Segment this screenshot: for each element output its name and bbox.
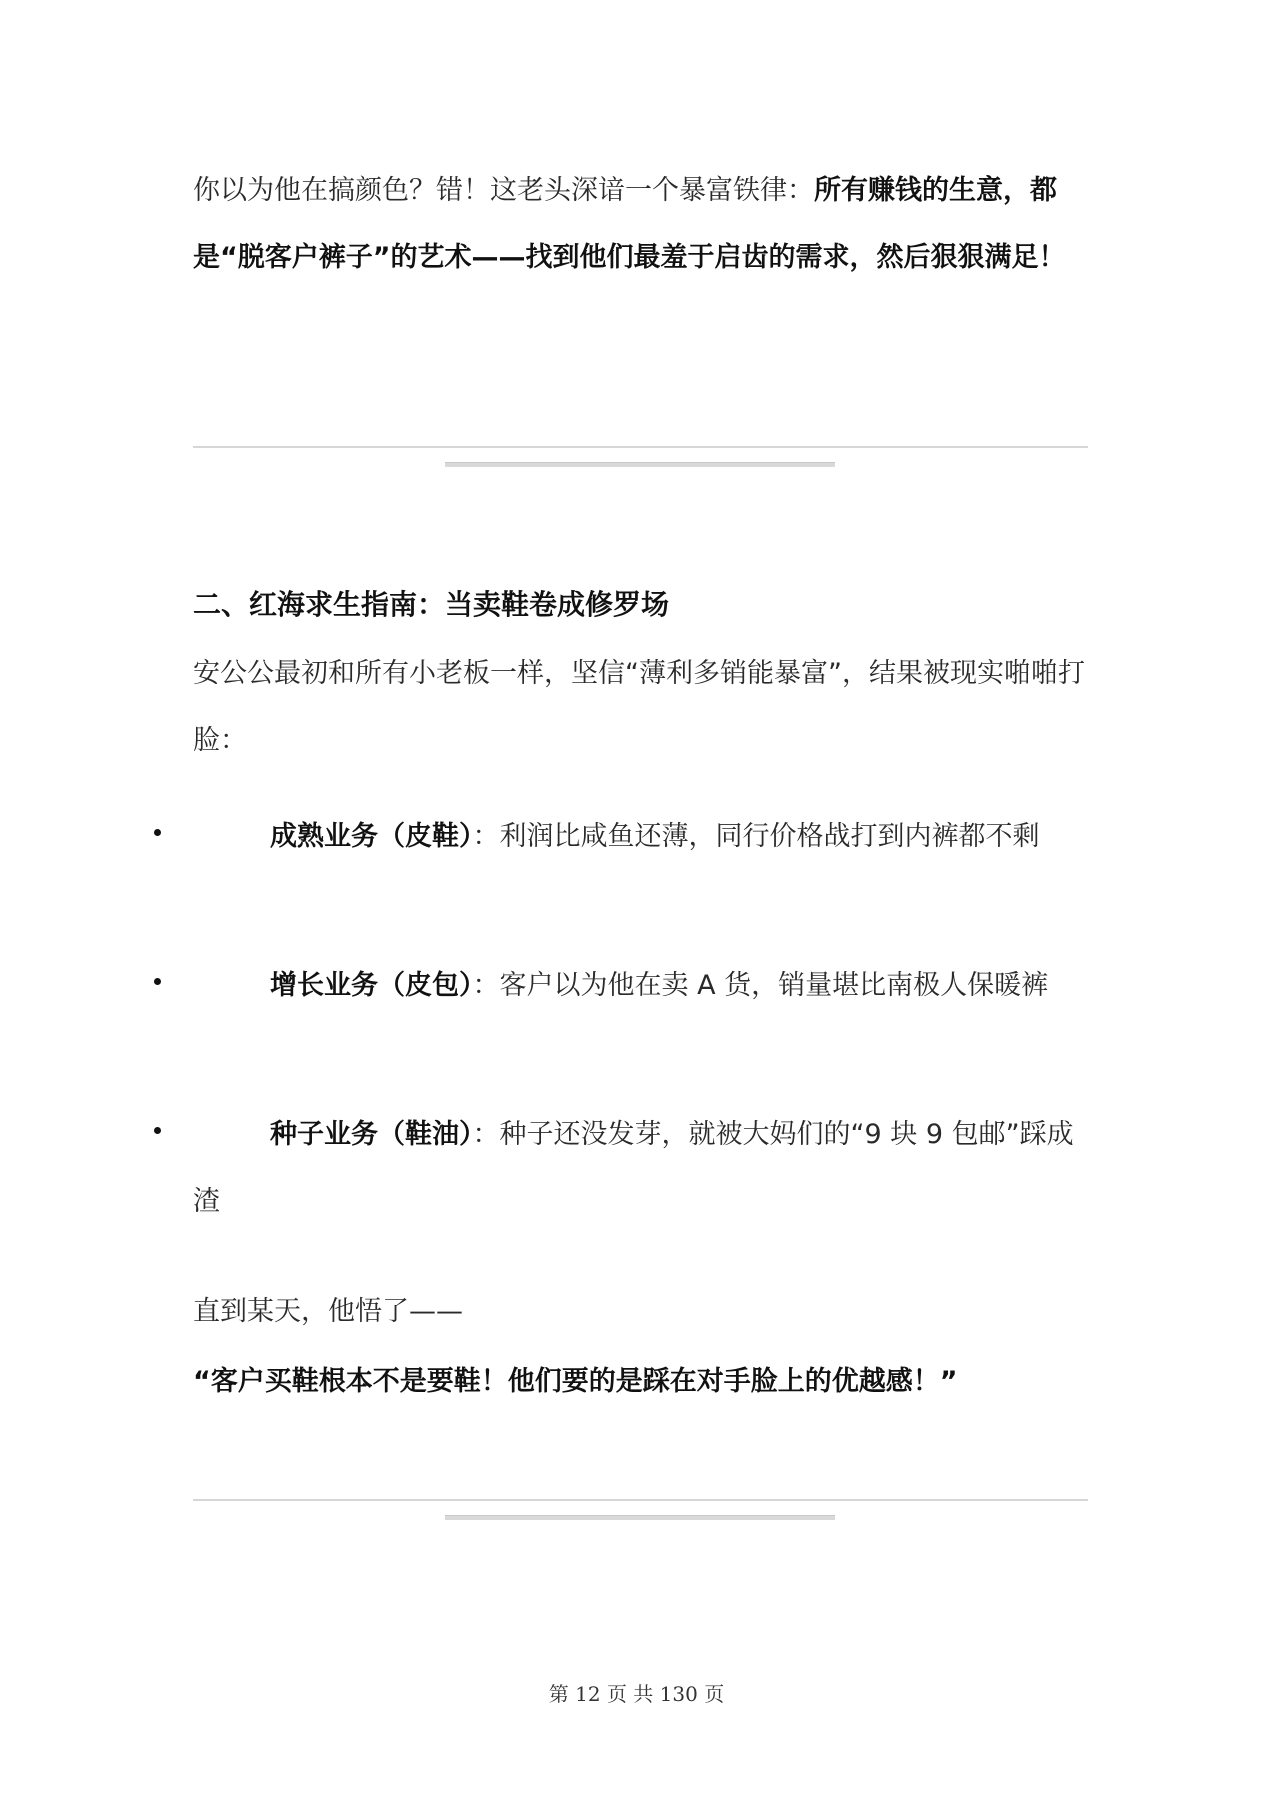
divider-bar: [445, 462, 835, 467]
divider-bar: [445, 1515, 835, 1520]
section-intro: 安公公最初和所有小老板一样，坚信“薄利多销能暴富”，结果被现实啪啪打脸：: [193, 658, 1085, 756]
list-item-desc: 种子还没发芽，就被大妈们的“9 块 9 包邮”踩成渣: [193, 1119, 1074, 1217]
list-item-separator: ：: [472, 1119, 500, 1150]
list-item-body: [193, 952, 1088, 1019]
list-item-body: [193, 1101, 1088, 1235]
list-item-desc: 客户以为他在卖 A 货，销量堪比南极人保暖裤: [499, 970, 1049, 1001]
list-item-separator: ：: [472, 821, 500, 852]
list-item-term: 种子业务（鞋油）: [270, 1119, 473, 1150]
list-item-separator: ：: [472, 970, 500, 1001]
bullet-icon: [154, 829, 161, 836]
paragraph-opening-normal: 你以为他在搞颜色？错！这老头深谙一个暴富铁律：: [193, 175, 814, 206]
bullet-icon: [154, 1127, 161, 1134]
list-item-term: 增长业务（皮包）: [270, 970, 473, 1001]
section-heading: 二、红海求生指南：当卖鞋卷成修罗场: [193, 588, 670, 621]
transition-text: 直到某天，他悟了——: [193, 1296, 463, 1327]
list-item-body: [193, 803, 1088, 870]
bullet-icon: [154, 978, 161, 985]
divider-line: [193, 446, 1088, 448]
page-number: 第 12 页 共 130 页: [548, 1682, 725, 1706]
paragraph-opening: [193, 157, 1088, 291]
list-item-term: 成熟业务（皮鞋）: [270, 821, 473, 852]
divider-line: [193, 1499, 1088, 1501]
paragraph-opening-bold: 所有赚钱的生意，都是“脱客户裤子”的艺术——找到他们最羞于启齿的需求，然后狠狠满足！: [193, 175, 1066, 273]
key-quote: “客户买鞋根本不是要鞋！他们要的是踩在对手脸上的优越感！”: [193, 1366, 958, 1397]
list-item-desc: 利润比咸鱼还薄，同行价格战打到内裤都不剩: [499, 821, 1040, 852]
